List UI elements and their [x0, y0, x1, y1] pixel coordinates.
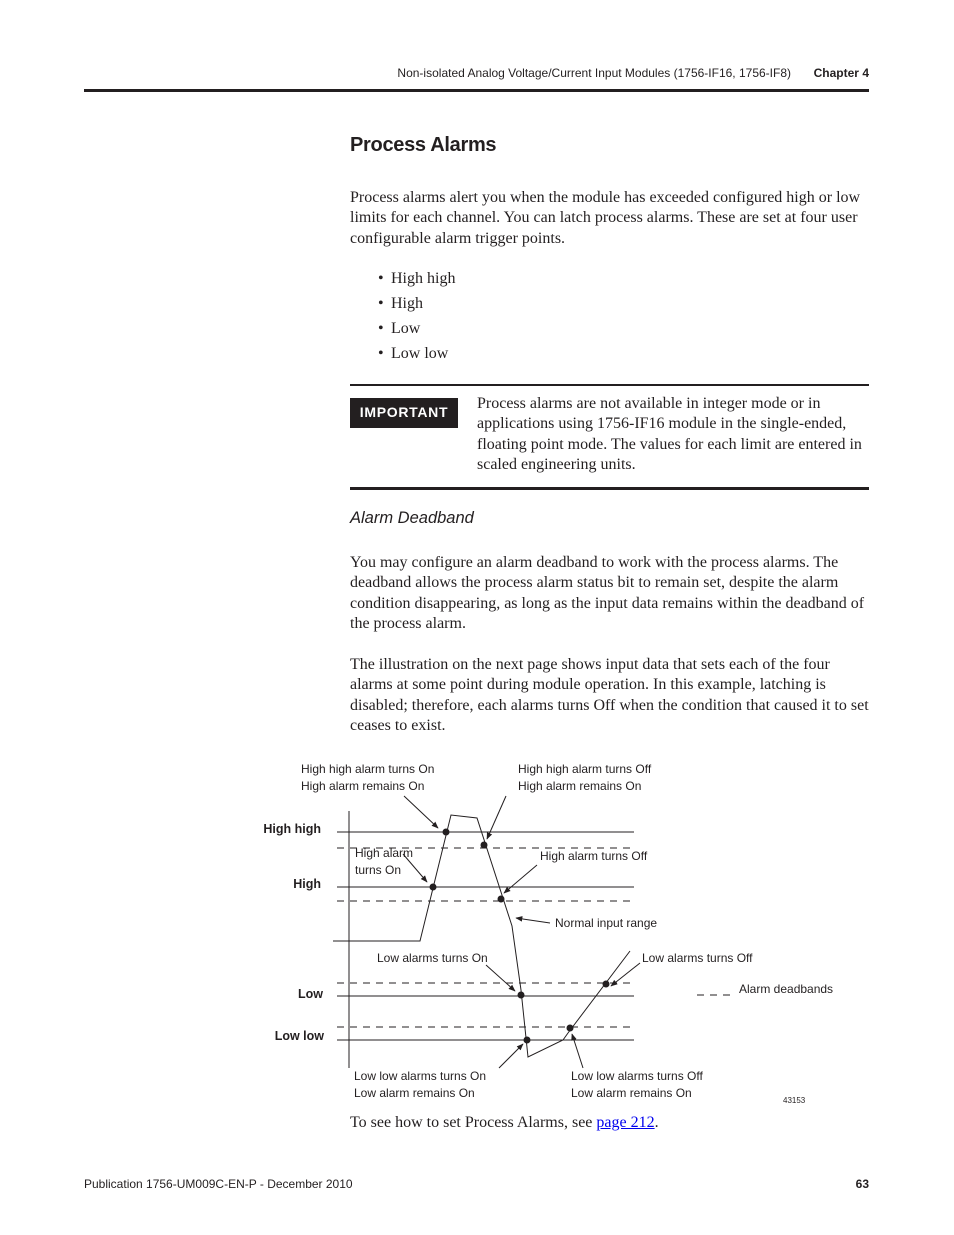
callout-ll-off-1: Low low alarms turns Off	[571, 1069, 703, 1083]
list-item: • High	[378, 295, 423, 312]
subsection-title: Alarm Deadband	[350, 509, 474, 527]
page-link[interactable]: page 212	[596, 1114, 655, 1131]
normal-range-arrow	[516, 918, 550, 923]
ll-off-point	[567, 1025, 574, 1032]
h-off-point	[498, 896, 505, 903]
callout-ll-off-2: Low alarm remains On	[571, 1086, 692, 1100]
callout-ll-on-1: Low low alarms turns On	[354, 1069, 487, 1083]
section-title: Process Alarms	[350, 134, 497, 156]
h-on-point	[430, 884, 437, 891]
callout-hh-off-2: High alarm remains On	[518, 779, 642, 793]
h-off-arrow	[504, 865, 537, 893]
intro-paragraph: Process alarms alert you when the module has exceeded configured high or low limits for each channel. You can latch process alarms. These are set at four user configurable alarm trigger points.	[350, 189, 861, 247]
callout-h-on-1: High alarm	[355, 846, 414, 860]
hh-on-arrow	[404, 796, 438, 828]
list-item: • Low low	[378, 345, 449, 362]
callout-hh-on-1: High high alarm turns On	[301, 762, 435, 776]
list-item-text: Low low	[391, 345, 449, 362]
callout-h-on-2: turns On	[355, 863, 402, 877]
callout-ll-on-2: Low alarm remains On	[354, 1086, 475, 1100]
low-on-point	[518, 992, 525, 999]
hh-off-point	[481, 842, 488, 849]
see-also-prefix: To see how to set Process Alarms, see	[350, 1114, 597, 1131]
list-item-text: High	[391, 295, 423, 312]
see-also-line	[350, 1114, 659, 1132]
list-item-text: High high	[391, 270, 456, 287]
see-also-suffix: .	[654, 1114, 659, 1131]
list-item: • Low	[378, 320, 421, 337]
ll-on-point	[524, 1037, 531, 1044]
list-item: • High high	[378, 270, 456, 287]
running-title: Non-isolated Analog Voltage/Current Input Modules (1756-IF16, 1756-IF8)	[397, 66, 791, 80]
figure-id: 43153	[783, 1096, 806, 1105]
important-label: IMPORTANT	[350, 398, 458, 428]
footer-page-number: 63	[855, 1177, 869, 1191]
ll-off-arrow	[572, 1034, 583, 1068]
ll-on-arrow	[499, 1044, 523, 1068]
deadband-paragraph-2: The illustration on the next page shows input data that sets each of the four alarms at some point during module operation. In this example, latching is disabled; therefore, each alarms turns Off when the condition that caused it to set ceases to exist.	[350, 656, 869, 735]
important-text: Process alarms are not available in integer mode or in applications using 1756-IF16 module in the single-ended, floating point mode. The values for each limit are entered in scaled engineering units.	[477, 395, 862, 474]
deadband-paragraph-1: You may configure an alarm deadband to work with the process alarms. The deadband allows the process alarm status bit to remain set, despite the alarm condition disappearing, as long as the input data remains within the deadband of the process alarm.	[350, 554, 865, 633]
hh-off-arrow	[487, 796, 506, 839]
footer-publication: Publication 1756-UM009C-EN-P - December 2010	[84, 1177, 353, 1191]
chapter-label: Chapter 4	[813, 66, 869, 80]
callout-h-off: High alarm turns Off	[540, 849, 648, 863]
level-high-high: High high	[263, 822, 321, 836]
level-high: High	[293, 877, 321, 891]
callout-low-off: Low alarms turns Off	[642, 951, 753, 965]
low-off-point	[603, 981, 610, 988]
callout-deadbands: Alarm deadbands	[739, 982, 834, 996]
hh-on-point	[443, 829, 450, 836]
level-low-low: Low low	[274, 1029, 324, 1043]
callout-normal-range: Normal input range	[555, 916, 658, 930]
list-item-text: Low	[391, 320, 421, 337]
level-low: Low	[298, 987, 323, 1001]
callout-low-on: Low alarms turns On	[377, 951, 488, 965]
callout-hh-on-2: High alarm remains On	[301, 779, 425, 793]
low-on-arrow	[486, 965, 515, 991]
callout-hh-off-1: High high alarm turns Off	[518, 762, 652, 776]
